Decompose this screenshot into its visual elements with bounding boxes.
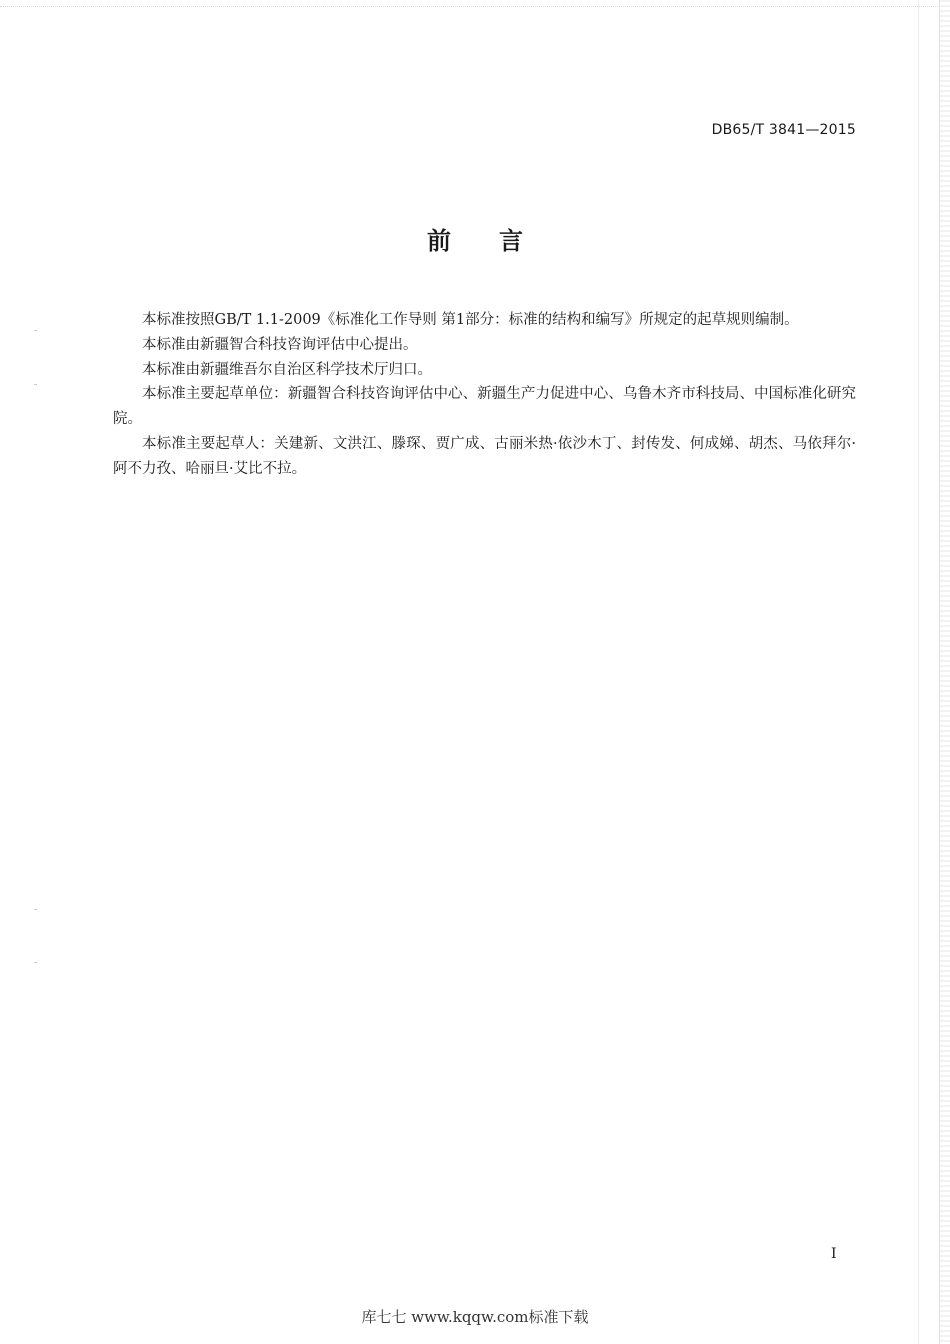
scan-right-edge (939, 0, 950, 1344)
paragraph-drafters: 本标准主要起草人：关建新、文洪江、滕琛、贾广成、古丽米热·依沙木丁、封传发、何成娣、胡杰、马依拜尔·阿不力孜、哈丽旦·艾比不拉。 (113, 435, 856, 477)
scan-speck (34, 330, 37, 331)
scan-right-line (918, 0, 919, 1344)
page-title: 前 言 (427, 227, 523, 255)
scan-speck (34, 384, 37, 385)
document-code: DB65/T 3841—2015 (711, 122, 856, 138)
page-number: I (831, 1246, 837, 1262)
foreword-body (113, 308, 856, 482)
paragraph-drafting-units: 本标准主要起草单位：新疆智合科技咨询评估中心、新疆生产力促进中心、乌鲁木齐市科技局、中国标准化研究院。 (113, 386, 856, 428)
scan-speck (34, 909, 37, 910)
scan-top-edge (0, 0, 950, 7)
paragraph-administrator: 本标准由新疆维吾尔自治区科学技术厅归口。 (142, 361, 432, 378)
footer-watermark: 库七七 www.kqqw.com标准下载 (361, 1308, 589, 1326)
paragraph-proposer: 本标准由新疆智合科技咨询评估中心提出。 (142, 336, 418, 353)
scan-speck (34, 962, 37, 963)
paragraph-drafting-rules: 本标准按照GB/T 1.1-2009《标准化工作导则 第1部分：标准的结构和编写》所规定的起草规则编制。 (142, 312, 799, 328)
